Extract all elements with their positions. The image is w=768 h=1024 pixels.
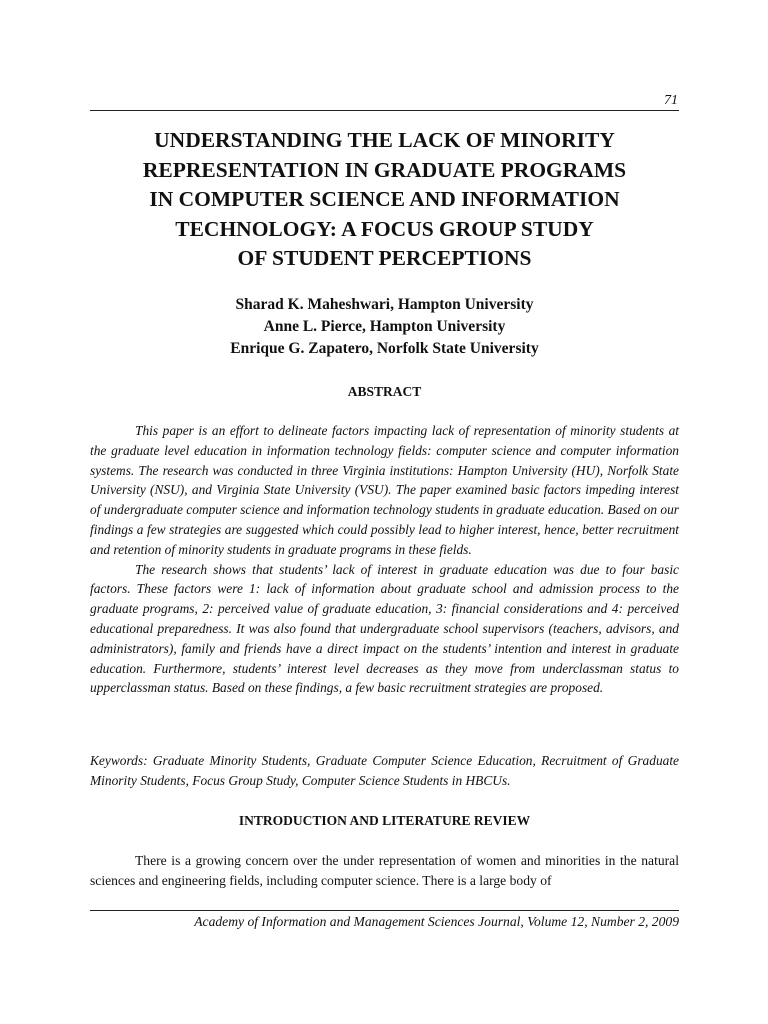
abstract-paragraph: The research shows that students’ lack of interest in graduate education was due to four basic factors. These factors were 1: lack of information about graduate school and admission process to the graduate programs, 2: perceived value of graduate education, 3: financial considerations and 4: perceived educational preparedness. It was also found that undergraduate school supervisors (teachers, advisors, and administrators), family and friends have a direct impact on the students’ intention and interest in graduate education. Furthermore, students’ interest level decreases as they move from underclassman status to upperclassman status. Based on these findings, a few basic recruitment strategies are proposed. xyxy=(90,561,679,696)
title-line: IN COMPUTER SCIENCE AND INFORMATION xyxy=(149,187,620,211)
intro-paragraph: There is a growing concern over the under representation of women and minorities in the natural sciences and engineering fields, including computer science. There is a large body of xyxy=(90,853,679,888)
paper-title xyxy=(90,126,679,274)
keywords: Keywords: Graduate Minority Students, Graduate Computer Science Education, Recruitment of Graduate Minority Students, Focus Group Study, Computer Science Students in HBCUs. xyxy=(90,753,679,788)
page-number: 71 xyxy=(664,93,678,108)
footer-rule xyxy=(90,910,679,911)
title-line: OF STUDENT PERCEPTIONS xyxy=(237,246,532,270)
title-line: TECHNOLOGY: A FOCUS GROUP STUDY xyxy=(175,216,594,241)
abstract-body xyxy=(90,421,679,698)
header-rule xyxy=(90,110,679,111)
title-line: REPRESENTATION IN GRADUATE PROGRAMS xyxy=(142,157,627,182)
abstract-heading: ABSTRACT xyxy=(347,384,422,399)
author-list xyxy=(90,294,679,360)
abstract-paragraph: This paper is an effort to delineate factors impacting lack of representation of minority students at the graduate level education in information technology fields: computer science and computer information systems. The research was conducted in three Virginia institutions: Hampton University (HU), Norfolk State University (NSU), and Virginia State University (VSU). The paper examined basic factors impeding interest of undergraduate computer science and information technology students in graduate education. Based on our findings a few strategies are suggested which could possibly lead to higher interest, hence, better recruitment and retention of minority students in graduate programs in these fields. xyxy=(90,423,679,557)
journal-footer: Academy of Information and Management Sciences Journal, Volume 12, Number 2, 2009 xyxy=(194,914,679,929)
title-line: UNDERSTANDING THE LACK OF MINORITY xyxy=(154,128,615,152)
author: Anne L. Pierce, Hampton University xyxy=(263,318,506,335)
author: Sharad K. Maheshwari, Hampton University xyxy=(235,296,534,313)
intro-heading: INTRODUCTION AND LITERATURE REVIEW xyxy=(238,813,531,828)
author: Enrique G. Zapatero, Norfolk State University xyxy=(230,340,539,357)
